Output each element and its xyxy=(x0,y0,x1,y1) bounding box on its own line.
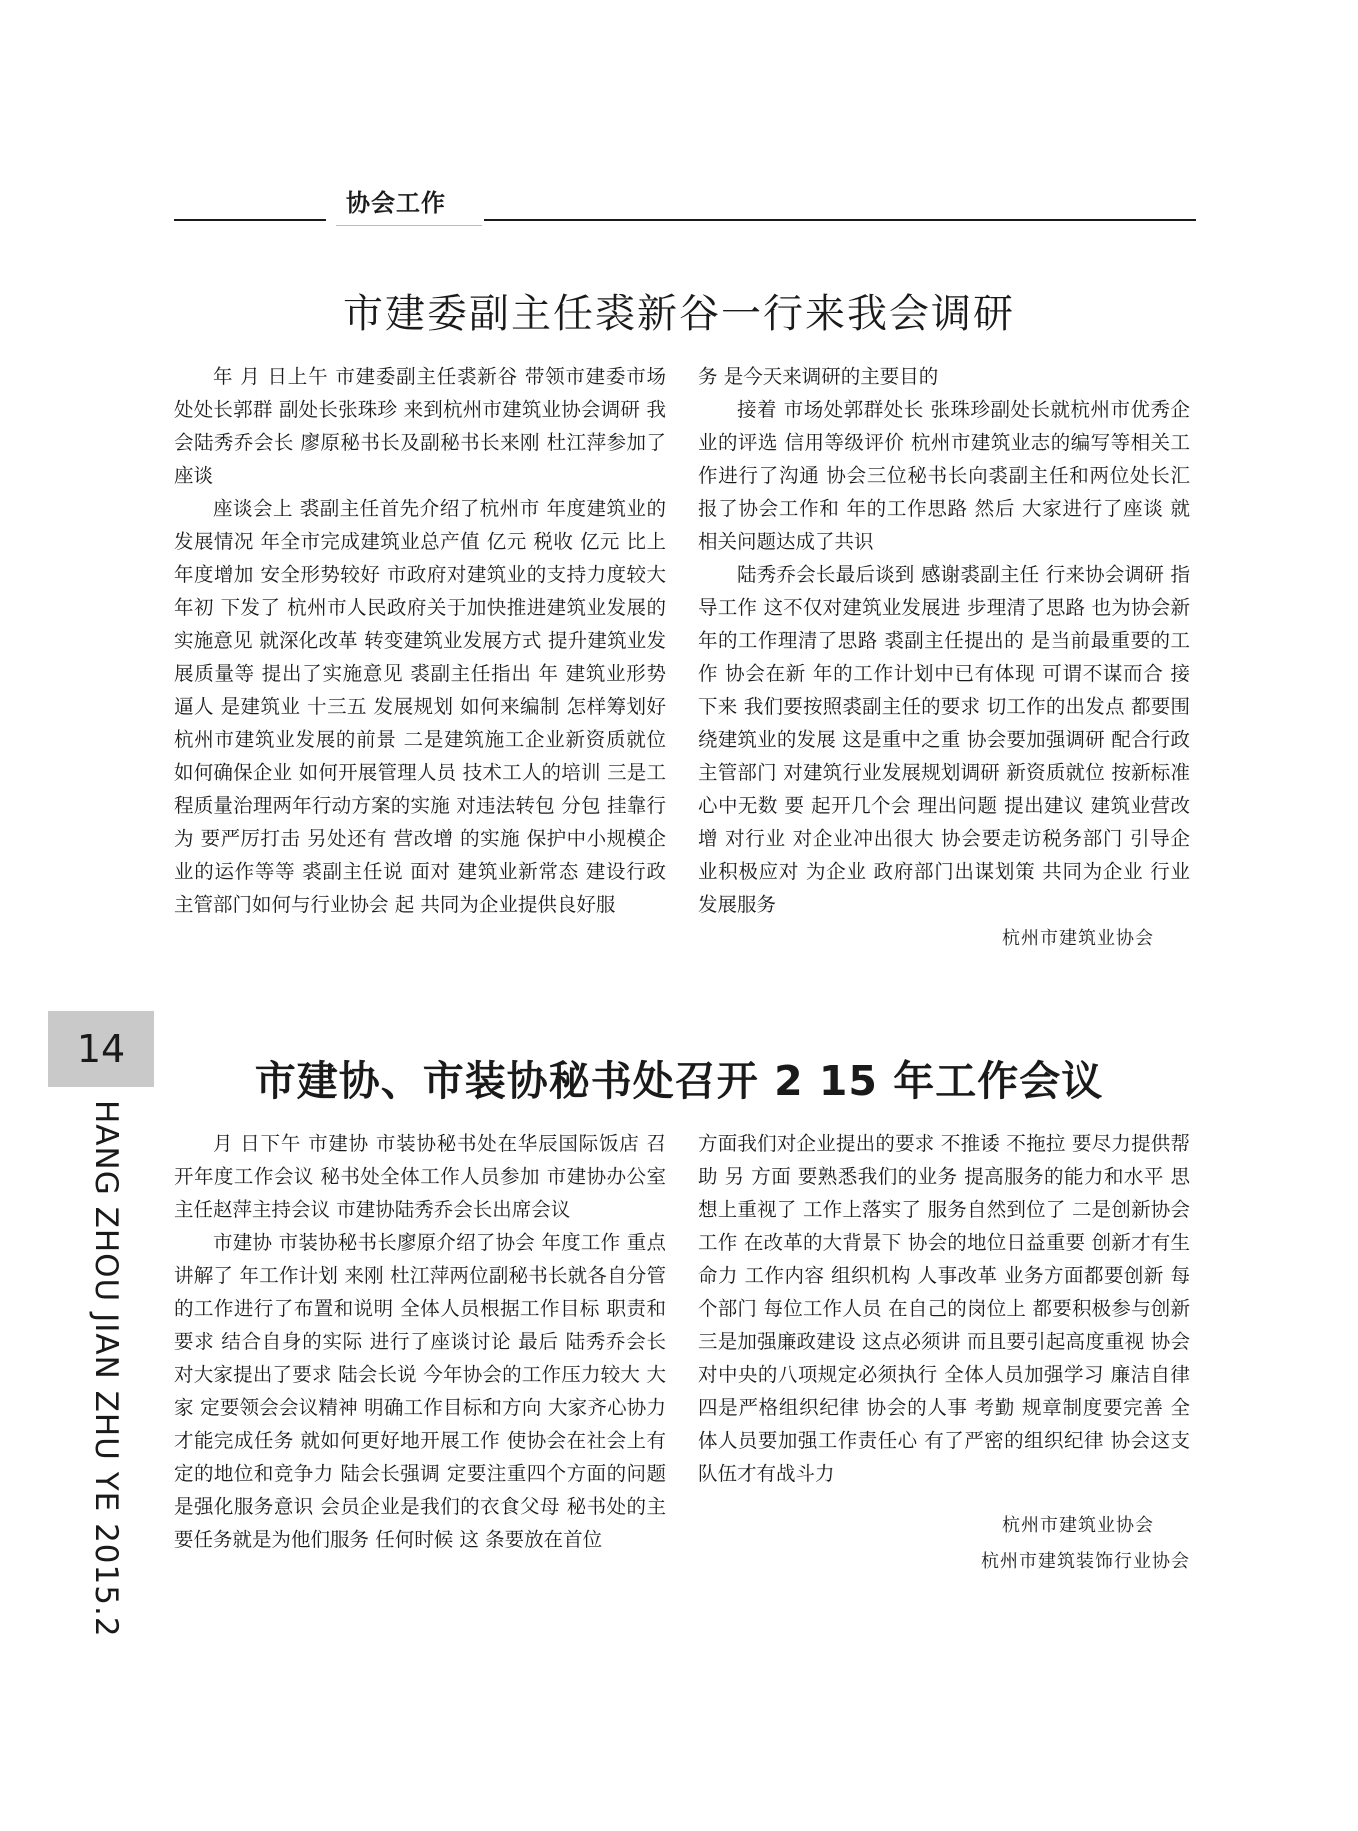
page-number: 14 xyxy=(48,1011,154,1087)
article2-left-column xyxy=(174,1127,666,1556)
article1-paragraph: 座谈会上 裘副主任首先介绍了杭州市 年度建筑业的发展情况 年全市完成建筑业总产值 亿元 税收 亿元 比上年度增加 安全形势较好 市政府对建筑业的支持力度较大 年初 下发了 杭州市人民政府关于加快推进建筑业发展的实施意见 就深化改革 转变建筑业发展方式 提升建筑业发展质量等 提出了实施意见 裘副主任指出 年 建筑业形势逼人 是建筑业 十三五 发展规划 如何来编制 怎样筹划好杭州市建筑业发展的前景 二是建筑施工企业新资质就位 如何确保企业 如何开展管理人员 技术工人的培训 三是工程质量治理两年行动方案的实施 对违法转包 分包 挂靠行为 要严厉打击 另处还有 营改增 的实施 保护中小规模企业的运作等等 裘副主任说 面对 建筑业新常态 建设行政主管部门如何与行业协会 起 共同为企业提供良好服 xyxy=(174,497,666,916)
article2-title: 市建协、市装协秘书处召开 2 15 年工作会议 xyxy=(254,1057,1104,1105)
article2-signature-1: 杭州市建筑业协会 xyxy=(1002,1515,1154,1536)
article2-right-column xyxy=(698,1127,1190,1580)
article2-signature-2: 杭州市建筑装饰行业协会 xyxy=(981,1551,1190,1572)
article2-paragraph: 市建协 市装协秘书长廖原介绍了协会 年度工作 重点讲解了 年工作计划 来刚 杜江萍两位副秘书长就各自分管的工作进行了布置和说明 全体人员根据工作目标 职责和要求 结合自身的实际 进行了座谈讨论 最后 陆秀乔会长对大家提出了要求 陆会长说 今年协会的工作压力较大 大家 定要领会会议精神 明确工作目标和方向 大家齐心协力 才能完成任务 就如何更好地开展工作 使协会在社会上有 定的地位和竞争力 陆会长强调 定要注重四个方面的问题 是强化服务意识 会员企业是我们的衣食父母 秘书处的主要任务就是为他们服务 任何时候 这 条要放在首位 xyxy=(174,1231,666,1551)
article1-title: 市建委副主任裘新谷一行来我会调研 xyxy=(343,291,1015,337)
section-tag: 协会工作 xyxy=(336,186,482,226)
article1-paragraph: 年 月 日上午 市建委副主任裘新谷 带领市建委市场处处长郭群 副处长张珠珍 来到杭州市建筑业协会调研 我会陆秀乔会长 廖原秘书长及副秘书长来刚 杜江萍参加了座谈 xyxy=(174,365,666,487)
article1-paragraph: 接着 市场处郭群处长 张珠珍副处长就杭州市优秀企业的评选 信用等级评价 杭州市建筑业志的编写等相关工作进行了沟通 协会三位秘书长向裘副主任和两位处长汇报了协会工作和 年的工作思路 然后 大家进行了座谈 就相关问题达成了共识 xyxy=(698,398,1190,553)
article1-paragraph: 务 是今天来调研的主要目的 xyxy=(698,365,939,388)
header-rule-right xyxy=(484,219,1196,221)
article2-paragraph: 月 日下午 市建协 市装协秘书处在华辰国际饭店 召开年度工作会议 秘书处全体工作人员参加 市建协办公室主任赵萍主持会议 市建协陆秀乔会长出席会议 xyxy=(174,1132,666,1221)
article1-left-column xyxy=(174,360,666,921)
header-rule-left xyxy=(174,219,326,221)
article1-right-column xyxy=(698,360,1190,957)
article1-signature: 杭州市建筑业协会 xyxy=(1002,928,1154,949)
article2-paragraph: 方面我们对企业提出的要求 不推诿 不拖拉 要尽力提供帮助 另 方面 要熟悉我们的业务 提高服务的能力和水平 思想上重视了 工作上落实了 服务自然到位了 二是创新协会工作 在改革的大背景下 协会的地位日益重要 创新才有生命力 工作内容 组织机构 人事改革 业务方面都要创新 每个部门 每位工作人员 在自己的岗位上 都要积极参与创新 三是加强廉政建设 这点必须讲 而且要引起高度重视 协会对中央的八项规定必须执行 全体人员加强学习 廉洁自律 四是严格组织纪律 协会的人事 考勤 规章制度要完善 全体人员要加强工作责任心 有了严密的组织纪律 协会这支队伍才有战斗力 xyxy=(698,1132,1190,1485)
journal-vertical-label: HANG ZHOU JIAN ZHU YE 2015.2 xyxy=(88,1100,124,1638)
article1-paragraph: 陆秀乔会长最后谈到 感谢裘副主任 行来协会调研 指导工作 这不仅对建筑业发展进 步理清了思路 也为协会新 年的工作理清了思路 裘副主任提出的 是当前最重要的工作 协会在新 年的工作计划中已有体现 可谓不谋而合 接下来 我们要按照裘副主任的要求 切工作的出发点 都要围绕建筑业的发展 这是重中之重 协会要加强调研 配合行政主管部门 对建筑行业发展规划调研 新资质就位 按新标准 心中无数 要 起开几个会 理出问题 提出建议 建筑业营改增 对行业 对企业冲出很大 协会要走访税务部门 引导企业积极应对 为企业 政府部门出谋划策 共同为企业 行业发展服务 xyxy=(698,563,1190,916)
